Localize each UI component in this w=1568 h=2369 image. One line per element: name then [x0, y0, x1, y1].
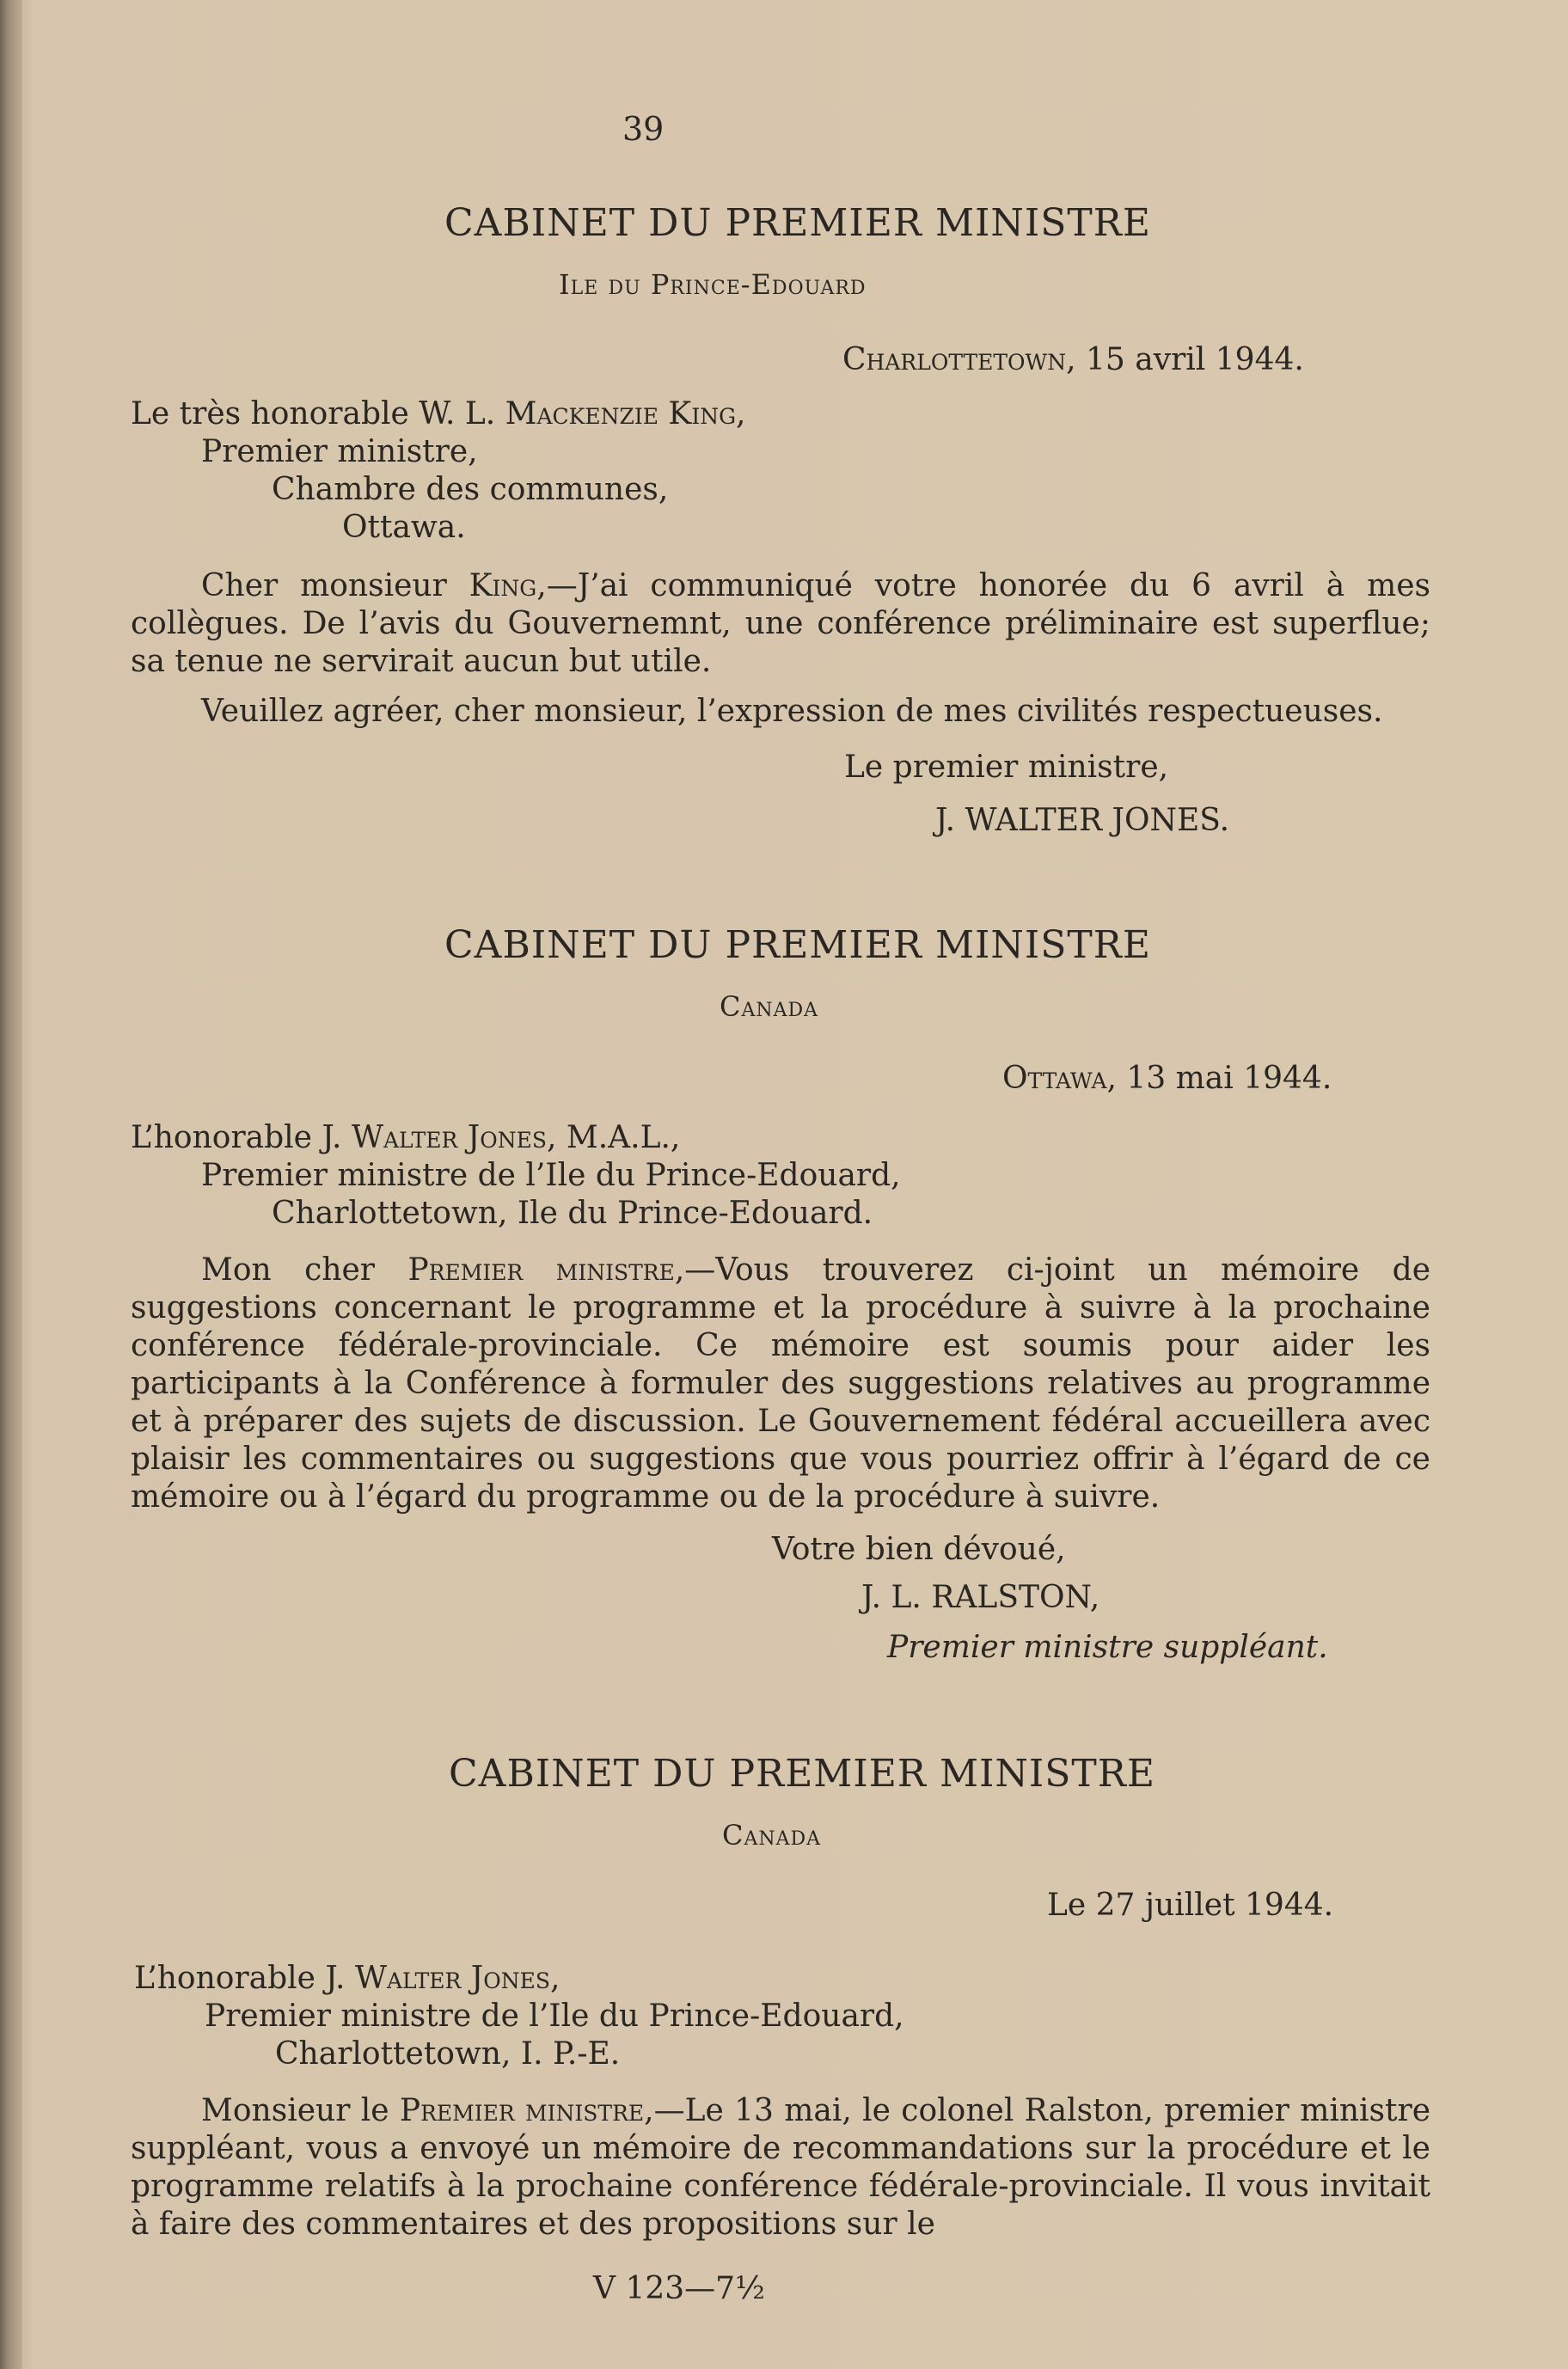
- letter1-addressee-name: Mackenzie King,: [505, 396, 746, 432]
- letter2-addressee-line1: [131, 1119, 680, 1157]
- letter1-body-2: Veuillez agréer, cher monsieur, l’expression de mes civilités respectueuses.: [201, 694, 1383, 729]
- letter1-addressee-line3: Chambre des communes,: [272, 472, 669, 507]
- letter2-heading: CABINET DU PREMIER MINISTRE: [444, 923, 1152, 967]
- letter2-body-text: —Vous trouverez ci-joint un mémoire de suggestions concernant le programme et la procédure à suivre à la prochaine conférence fédérale-provinciale. Ce mémoire est soumis pour aider les participants à la Conférence à formuler des suggestions relatives au programme et à préparer des sujets de discussion. Le Gouvernement fédéral accueillera avec plaisir les commentaires ou suggestions que vous pourriez offrir à l’égard de ce mémoire ou à l’égard du programme ou de la procédure à suivre.: [131, 1252, 1431, 1515]
- letter3-addressee-line2: Premier ministre de l’Ile du Prince-Edouard,: [205, 1999, 904, 2034]
- letter2-sign-name: J. L. RALSTON,: [861, 1580, 1100, 1615]
- letter1-body-text: —J’ai communiqué votre honorée du 6 avril à mes collègues. De l’avis du Gouvernemnt, une conférence préliminaire est superflue; sa tenue ne servirait aucun but utile.: [131, 568, 1430, 679]
- letter1-addressee-prefix: Le très honorable W. L.: [131, 396, 505, 432]
- letter1-heading: CABINET DU PREMIER MINISTRE: [444, 201, 1152, 245]
- letter1-salutation-prefix: Cher monsieur: [201, 568, 469, 603]
- letter3-addressee-prefix: L’honorable J.: [134, 1961, 355, 1996]
- letter1-date-place: Charlottetown,: [842, 342, 1076, 377]
- letter3-body: [131, 2092, 1430, 2244]
- letter3-addressee-line3: Charlottetown, I. P.-E.: [275, 2036, 621, 2072]
- letter2-closing: Votre bien dévoué,: [772, 1532, 1066, 1567]
- letter3-salutation-name: Premier ministre,: [399, 2093, 654, 2128]
- letter3-body-text: —Le 13 mai, le colonel Ralston, premier ministre suppléant, vous a envoyé un mémoire de recommandations sur la procédure et le programme relatifs à la prochaine conférence fédérale-provinciale. Il vous invitait à faire des commentaires et des propositions sur le: [131, 2093, 1430, 2242]
- letter2-addressee-name: Walter Jones,: [351, 1120, 557, 1155]
- letter1-salutation-name: King,: [469, 568, 547, 603]
- letter3-addressee-line1: [134, 1960, 560, 1998]
- letter1-addressee-line4: Ottawa.: [342, 510, 466, 545]
- letter2-date: [1002, 1061, 1332, 1096]
- letter2-addressee-suffix: M.A.L.,: [556, 1120, 681, 1155]
- letter2-sign-title: Premier ministre suppléant.: [887, 1630, 1328, 1665]
- letter2-date-rest: 13 mai 1944.: [1116, 1061, 1332, 1096]
- page-footer: V 123—7½: [593, 2271, 765, 2306]
- page-number: 39: [622, 110, 665, 148]
- letter2-body: [131, 1252, 1430, 1516]
- letter2-addressee-prefix: L’honorable J.: [131, 1120, 352, 1155]
- letter3-salutation-prefix: Monsieur le: [201, 2093, 400, 2128]
- letter1-addressee-line1: [131, 395, 745, 433]
- letter2-salutation-name: Premier ministre,: [407, 1252, 685, 1288]
- letter1-addressee-line2: Premier ministre,: [201, 434, 478, 469]
- letter2-subheading: Canada: [720, 990, 819, 1023]
- letter1-date-rest: 15 avril 1944.: [1075, 342, 1304, 377]
- letter2-salutation-prefix: Mon cher: [201, 1252, 408, 1288]
- letter1-sign-title: Le premier ministre,: [844, 750, 1169, 785]
- letter2-addressee-line3: Charlottetown, Ile du Prince-Edouard.: [272, 1196, 873, 1231]
- letter3-addressee-name: Walter Jones,: [354, 1961, 560, 1996]
- letter1-date: [842, 342, 1304, 377]
- letter1-sign-name: J. WALTER JONES.: [935, 803, 1230, 838]
- letter1-subheading: Ile du Prince-Edouard: [559, 268, 867, 301]
- binding-edge: [0, 0, 22, 2369]
- letter1-body-1: [131, 567, 1430, 681]
- letter2-date-place: Ottawa,: [1002, 1061, 1117, 1096]
- letter2-addressee-line2: Premier ministre de l’Ile du Prince-Edouard,: [201, 1158, 901, 1193]
- letter3-date: Le 27 juillet 1944.: [1047, 1888, 1334, 1923]
- letter3-subheading: Canada: [722, 1819, 822, 1852]
- letter3-heading: CABINET DU PREMIER MINISTRE: [449, 1752, 1156, 1796]
